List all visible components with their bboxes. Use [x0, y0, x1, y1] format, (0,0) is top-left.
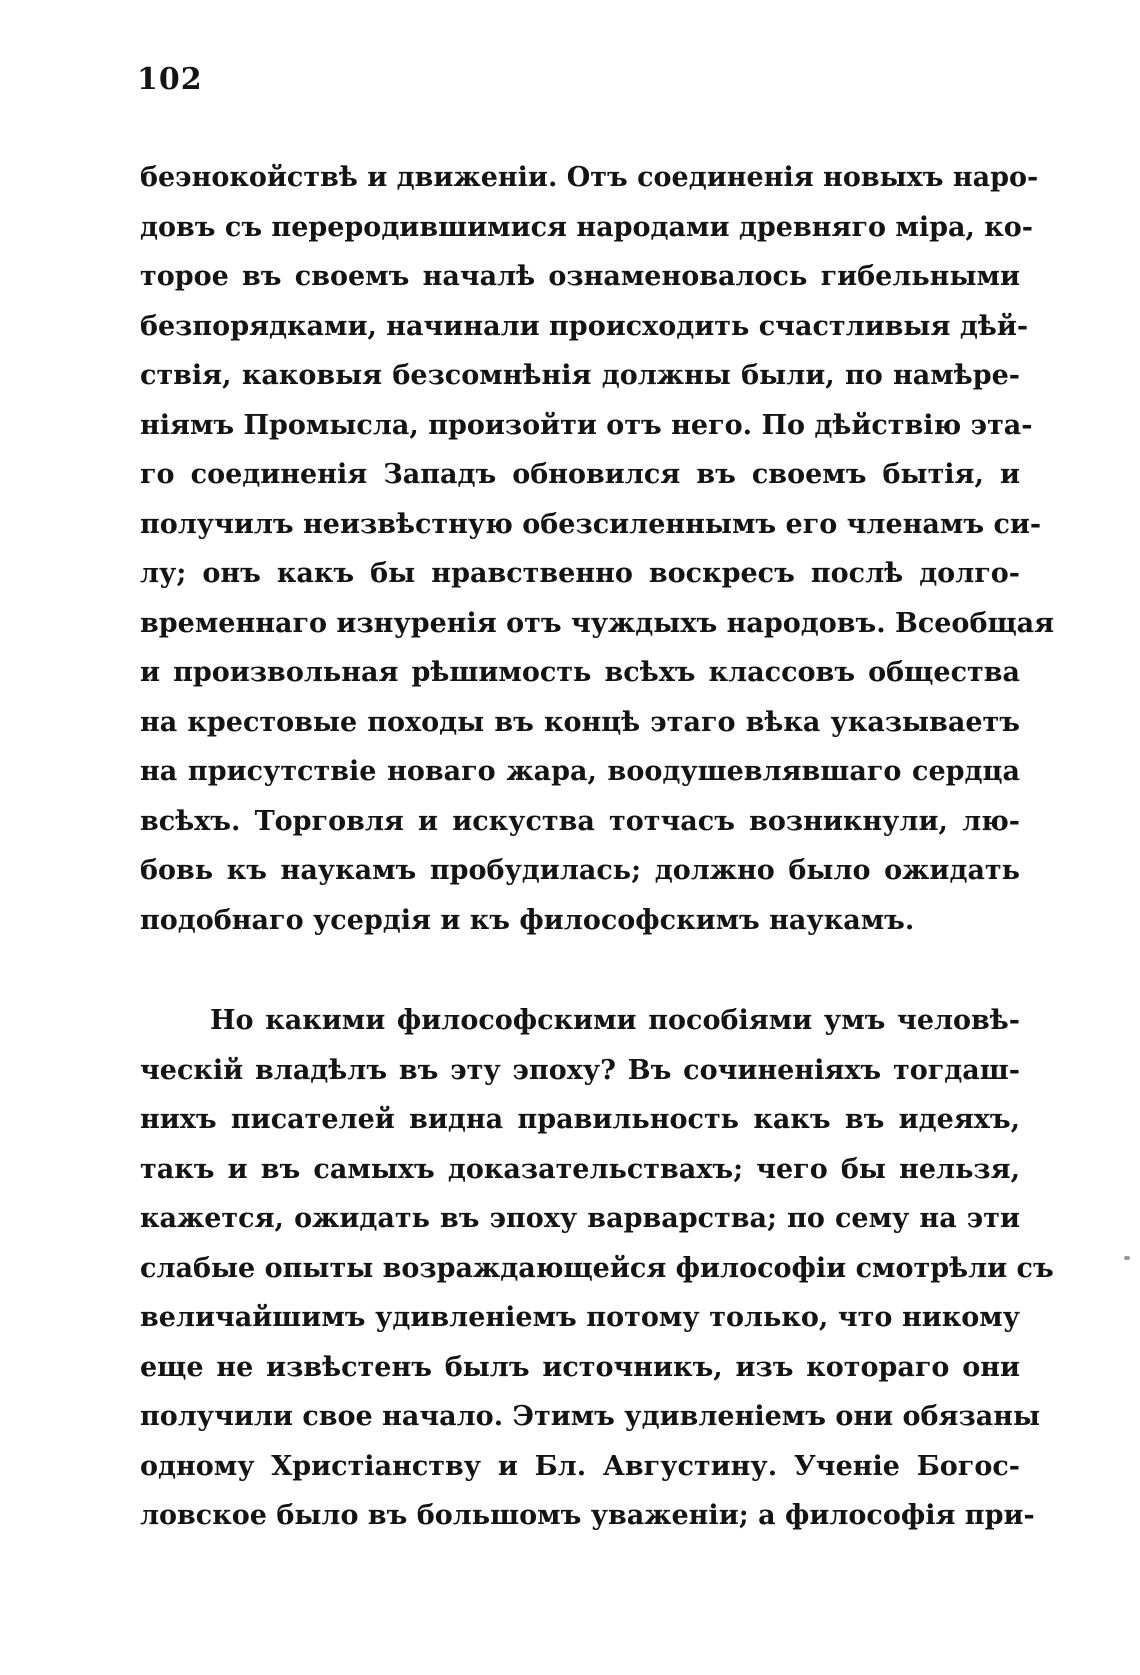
page-number: 102: [137, 62, 203, 97]
text-line: ствія, каковыя безсомнѣнія должны были, по намѣре-: [140, 360, 1020, 391]
text-line: получилъ неизвѣстную обезсиленнымъ его членамъ си-: [140, 508, 1042, 540]
text-line: подобнаго усердія и къ философскимъ наукамъ.: [140, 904, 915, 936]
text-line: кажется, ожидать въ эпоху варварства; по сему на эти: [140, 1203, 1020, 1234]
paragraph-1: [140, 153, 1055, 945]
text-line: на крестовые походы въ концѣ этаго вѣка указываетъ: [140, 706, 1020, 738]
text-line: нихъ писателей видна правильность какъ въ идеяхъ,: [140, 1104, 1020, 1135]
text-line: такъ и въ самыхъ доказательствахъ; чего бы нельзя,: [140, 1153, 1020, 1185]
text-line: величайшимъ удивленіемъ потому только, что никому: [140, 1302, 1020, 1333]
text-line: ніямъ Промысла, произойти отъ него. По дѣйствію эта-: [140, 409, 1033, 441]
text-line: го соединенія Западъ обновился въ своемъ бытія, и: [140, 459, 1020, 490]
paragraph-2: [140, 996, 1054, 1541]
text-line: слабые опыты возраждающейся философіи смотрѣли съ: [140, 1252, 1054, 1284]
text-line: временнаго изнуренія отъ чуждыхъ народовъ. Всеобщая: [140, 607, 1055, 639]
margin-speck: [1124, 1256, 1130, 1260]
text-line: одному Христіанству и Бл. Августину. Ученіе Богос-: [140, 1450, 1020, 1482]
text-line: бовь къ наукамъ пробудилась; должно было ожидать: [140, 855, 1020, 886]
text-line: получили свое начало. Этимъ удивленіемъ они обязаны: [140, 1401, 1041, 1432]
text-line: всѣхъ. Торговля и искуства тотчасъ возникнули, лю-: [140, 805, 1020, 837]
text-line: и произвольная рѣшимость всѣхъ классовъ общества: [140, 657, 1020, 688]
text-line: безпорядками, начинали происходить счастливыя дѣй-: [140, 310, 1029, 342]
text-line: Но какими философскими пособіями умъ человѣ-: [210, 1005, 1020, 1036]
text-line: беэнокойствѣ и движеніи. Отъ соединенія новыхъ наро-: [140, 162, 1039, 193]
text-line: ловское было въ большомъ уваженіи; а философія при-: [140, 1500, 1035, 1531]
text-line: лу; онъ какъ бы нравственно воскресъ послѣ долго-: [140, 558, 1020, 589]
text-line: торое въ своемъ началѣ ознаменовалось гибельными: [140, 261, 1020, 292]
text-line: довъ съ переродившимися народами древняго міра, ко-: [140, 211, 1033, 243]
text-line: ческій владѣлъ въ эту эпоху? Въ сочиненіяхъ тогдаш-: [140, 1054, 1020, 1086]
text-line: еще не извѣстенъ былъ источникъ, изъ котораго они: [140, 1351, 1020, 1383]
text-line: на присутствіе новаго жара, воодушевлявшаго сердца: [140, 756, 1020, 787]
